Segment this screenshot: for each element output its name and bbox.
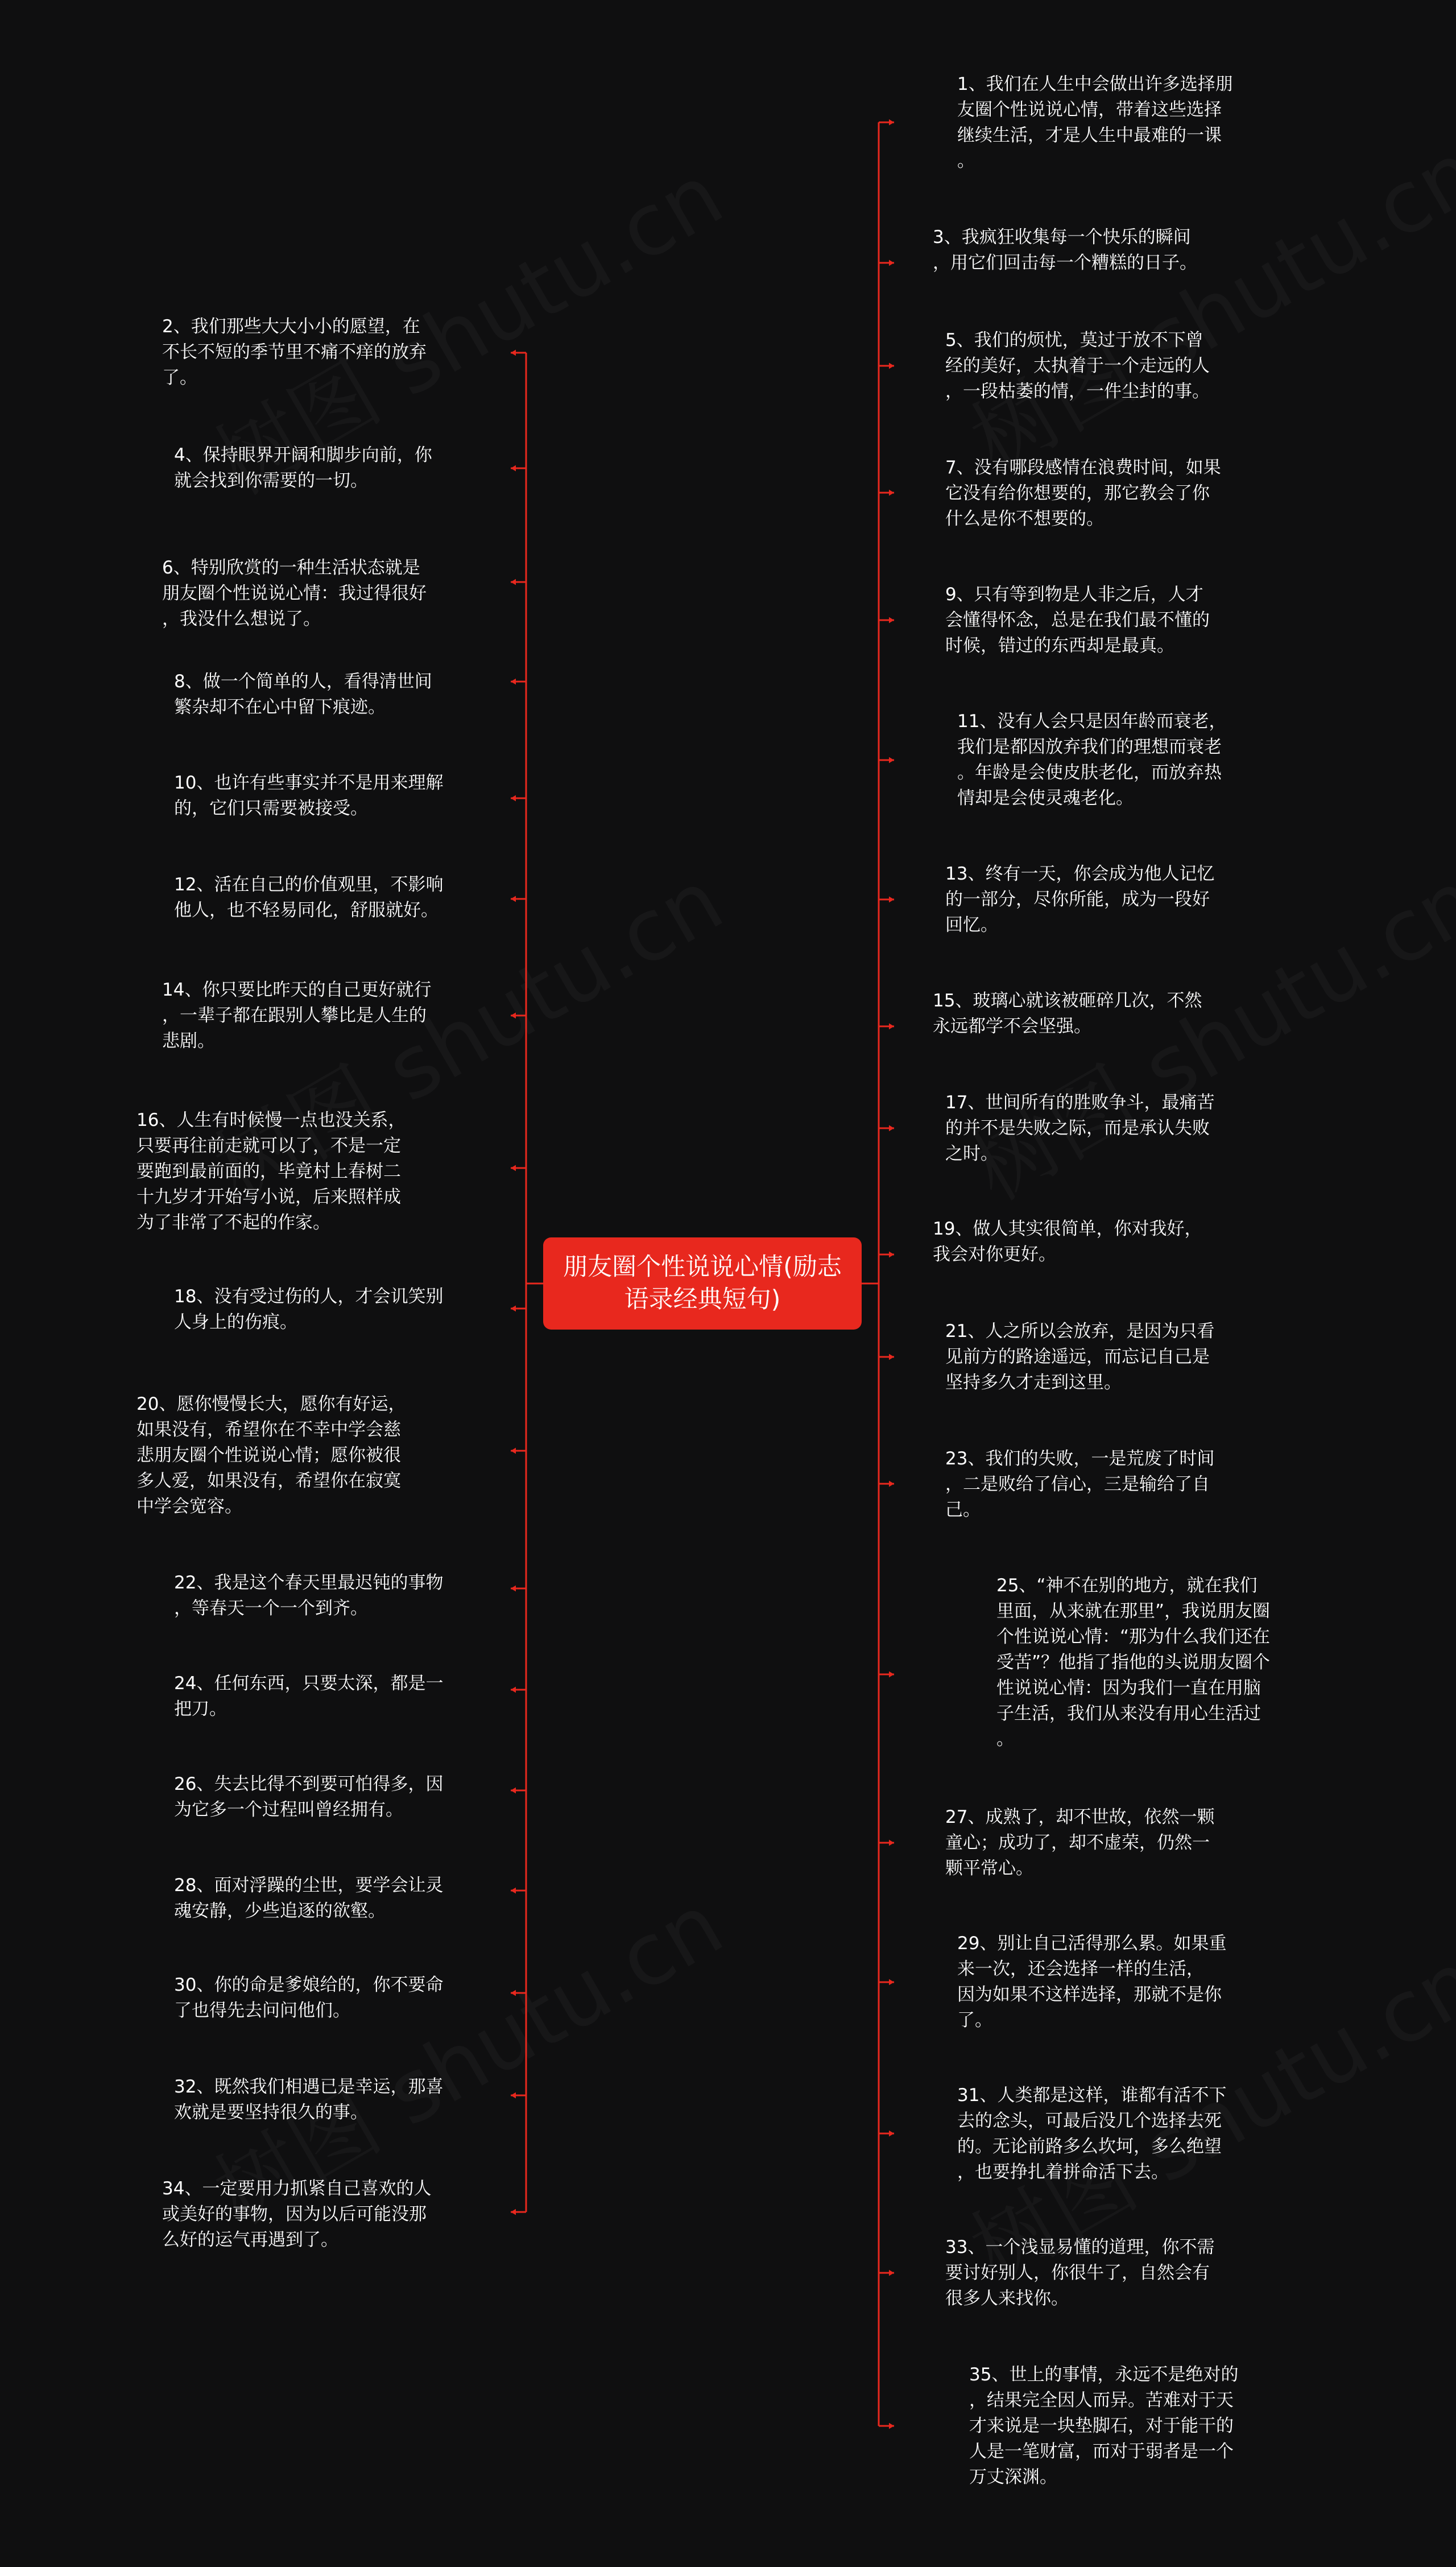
left-arrow-icon bbox=[511, 1788, 516, 1794]
left-leaf-node[interactable]: 12、活在自己的价值观里，不影响 他人，也不轻易同化，舒服就好。 bbox=[174, 874, 444, 921]
right-leaf-node[interactable]: 25、“神不在别的地方，就在我们 里面，从来就在那里”，我说朋友圈 个性说说心情：“那为什么我们还在 受苦”？他指了指他的头说朋友圈个 性说说心情：因为我们一直在用脑 子生活，我们从来没有用心生活过 。 bbox=[996, 1575, 1271, 1749]
left-leaf-node[interactable]: 10、也许有些事实并不是用来理解 的，它们只需要被接受。 bbox=[174, 773, 444, 819]
right-leaf-node[interactable]: 23、我们的失败，一是荒废了时间 ，二是败给了信心，三是输给了自 己。 bbox=[945, 1448, 1215, 1520]
right-arrow-icon bbox=[889, 1979, 894, 1986]
left-arrow-icon bbox=[511, 1586, 516, 1592]
right-arrow-icon bbox=[889, 363, 894, 369]
right-leaf-node[interactable]: 19、做人其实很简单，你对我好， 我会对你更好。 bbox=[933, 1219, 1202, 1265]
left-arrow-icon bbox=[511, 465, 516, 472]
right-leaf-node[interactable]: 33、一个浅显易懂的道理，你不需 要讨好别人，你很牛了，自然会有 很多人来找你。 bbox=[945, 2237, 1215, 2309]
left-leaf-node[interactable]: 8、做一个简单的人，看得清世间 繁杂却不在心中留下痕迹。 bbox=[174, 671, 432, 717]
left-leaf-node[interactable]: 30、你的命是爹娘给的，你不要命 了也得先去问问他们。 bbox=[174, 1975, 444, 2021]
right-leaf-node[interactable]: 1、我们在人生中会做出许多选择朋 友圈个性说说心情，带着这些选择 继续生活，才是人生中最难的一课 。 bbox=[957, 74, 1233, 171]
left-leaf-node[interactable]: 24、任何东西，只要太深，都是一 把刀。 bbox=[174, 1673, 444, 1719]
left-arrow-icon bbox=[511, 2093, 516, 2099]
left-arrow-icon bbox=[511, 2209, 516, 2215]
left-arrow-icon bbox=[511, 350, 516, 356]
right-arrow-icon bbox=[889, 1252, 894, 1258]
left-leaf-node[interactable]: 16、人生有时候慢一点也没关系， 只要再往前走就可以了，不是一定 要跑到最前面的，毕竟村上春树二 十九岁才开始写小说，后来照样成 为了非常了不起的作家。 bbox=[136, 1110, 406, 1233]
right-leaf-node[interactable]: 15、玻璃心就该被砸碎几次，不然 永远都学不会坚强。 bbox=[933, 991, 1202, 1037]
right-arrow-icon bbox=[889, 1672, 894, 1678]
left-arrow-icon bbox=[511, 1448, 516, 1454]
right-arrow-icon bbox=[889, 2270, 894, 2276]
right-arrow-icon bbox=[889, 1024, 894, 1030]
left-arrow-icon bbox=[511, 579, 516, 585]
right-leaf-node[interactable]: 9、只有等到物是人非之后，人才 会懂得怀念，总是在我们最不懂的 时候，错过的东西却是最真。 bbox=[945, 584, 1210, 656]
left-arrow-icon bbox=[511, 795, 516, 802]
left-leaf-node[interactable]: 28、面对浮躁的尘世，要学会让灵 魂安静，少些追逐的欲壑。 bbox=[174, 1875, 444, 1921]
left-leaf-node[interactable]: 18、没有受过伤的人，才会讥笑别 人身上的伤痕。 bbox=[174, 1286, 444, 1332]
right-arrow-icon bbox=[889, 1125, 894, 1132]
right-leaf-node[interactable]: 11、没有人会只是因年龄而衰老， 我们是都因放弃我们的理想而衰老 。年龄是会使皮肤老化，而放弃热 情却是会使灵魂老化。 bbox=[957, 711, 1227, 808]
right-arrow-icon bbox=[889, 897, 894, 903]
right-leaf-node[interactable]: 13、终有一天，你会成为他人记忆 的一部分，尽你所能，成为一段好 回忆。 bbox=[945, 864, 1215, 935]
right-leaf-node[interactable]: 27、成熟了，却不世故，依然一颗 童心；成功了，却不虚荣，仍然一 颗平常心。 bbox=[945, 1807, 1215, 1879]
right-arrow-icon bbox=[889, 617, 894, 624]
left-leaf-node[interactable]: 6、特别欣赏的一种生活状态就是 朋友圈个性说说心情：我过得很好 ，我没什么想说了。 bbox=[162, 558, 427, 629]
right-arrow-icon bbox=[889, 1840, 894, 1846]
left-arrow-icon bbox=[511, 1013, 516, 1019]
left-arrow-icon bbox=[511, 1687, 516, 1693]
left-leaf-node[interactable]: 32、既然我们相遇已是幸运，那喜 欢就是要坚持很久的事。 bbox=[174, 2077, 444, 2123]
left-leaf-node[interactable]: 14、你只要比昨天的自己更好就行 ，一辈子都在跟别人攀比是人生的 悲剧。 bbox=[162, 980, 432, 1051]
left-arrow-icon bbox=[511, 679, 516, 685]
left-leaf-node[interactable]: 2、我们那些大大小小的愿望，在 不长不短的季节里不痛不痒的放弃 了。 bbox=[162, 316, 427, 388]
right-arrow-icon bbox=[889, 757, 894, 764]
left-leaf-node[interactable]: 20、愿你慢慢长大，愿你有好运， 如果没有，希望你在不幸中学会慈 悲朋友圈个性说说心情；愿你被很 多人爱，如果没有，希望你在寂寞 中学会宽容。 bbox=[136, 1394, 406, 1517]
center-topic-node[interactable] bbox=[543, 1237, 862, 1330]
right-leaf-node[interactable]: 17、世间所有的胜败争斗，最痛苦 的并不是失败之际，而是承认失败 之时。 bbox=[945, 1092, 1215, 1164]
left-arrow-icon bbox=[511, 1165, 516, 1171]
right-leaf-node[interactable]: 3、我疯狂收集每一个快乐的瞬间 ，用它们回击每一个糟糕的日子。 bbox=[933, 227, 1197, 273]
right-leaf-node[interactable]: 35、世上的事情，永远不是绝对的 ，结果完全因人而异。苦难对于天 才来说是一块垫脚石，对于能干的 人是一笔财富，而对于弱者是一个 万丈深渊。 bbox=[969, 2364, 1239, 2487]
left-arrow-icon bbox=[511, 1888, 516, 1894]
right-arrow-icon bbox=[889, 490, 894, 496]
right-leaf-node[interactable]: 5、我们的烦忧，莫过于放不下曾 经的美好，太执着于一个走远的人 ，一段枯萎的情，一件尘封的事。 bbox=[945, 330, 1210, 402]
right-arrow-icon bbox=[889, 1481, 894, 1487]
right-leaf-node[interactable]: 29、别让自己活得那么累。如果重 来一次，还会选择一样的生活， 因为如果不这样选择，那就不是你 了。 bbox=[957, 1933, 1227, 2031]
left-arrow-icon bbox=[511, 1990, 516, 1996]
right-arrow-icon bbox=[889, 2423, 894, 2429]
right-arrow-icon bbox=[889, 2131, 894, 2137]
left-arrow-icon bbox=[511, 1306, 516, 1312]
right-leaf-node[interactable]: 21、人之所以会放弃，是因为只看 见前方的路途遥远，而忘记自己是 坚持多久才走到这里。 bbox=[945, 1321, 1215, 1393]
right-leaf-node[interactable]: 7、没有哪段感情在浪费时间，如果 它没有给你想要的，那它教会了你 什么是你不想要的。 bbox=[945, 457, 1221, 529]
right-arrow-icon bbox=[889, 1354, 894, 1360]
right-arrow-icon bbox=[889, 119, 894, 126]
left-arrow-icon bbox=[511, 896, 516, 902]
left-leaf-node[interactable]: 34、一定要用力抓紧自己喜欢的人 或美好的事物，因为以后可能没那 么好的运气再遇到了。 bbox=[162, 2178, 432, 2250]
right-leaf-node[interactable]: 31、人类都是这样，谁都有活不下 去的念头，可最后没几个选择去死 的。无论前路多么坎坷，多么绝望 ，也要挣扎着拼命活下去。 bbox=[957, 2085, 1227, 2182]
right-arrow-icon bbox=[889, 260, 894, 266]
left-leaf-node[interactable]: 22、我是这个春天里最迟钝的事物 ，等春天一个一个到齐。 bbox=[174, 1573, 444, 1619]
center-topic-title: 朋友圈个性说说心情(励志语录经典短句) bbox=[563, 1253, 842, 1314]
left-leaf-node[interactable]: 26、失去比得不到要可怕得多，因 为它多一个过程叫曾经拥有。 bbox=[174, 1774, 444, 1820]
left-leaf-node[interactable]: 4、保持眼界开阔和脚步向前，你 就会找到你需要的一切。 bbox=[174, 445, 432, 491]
